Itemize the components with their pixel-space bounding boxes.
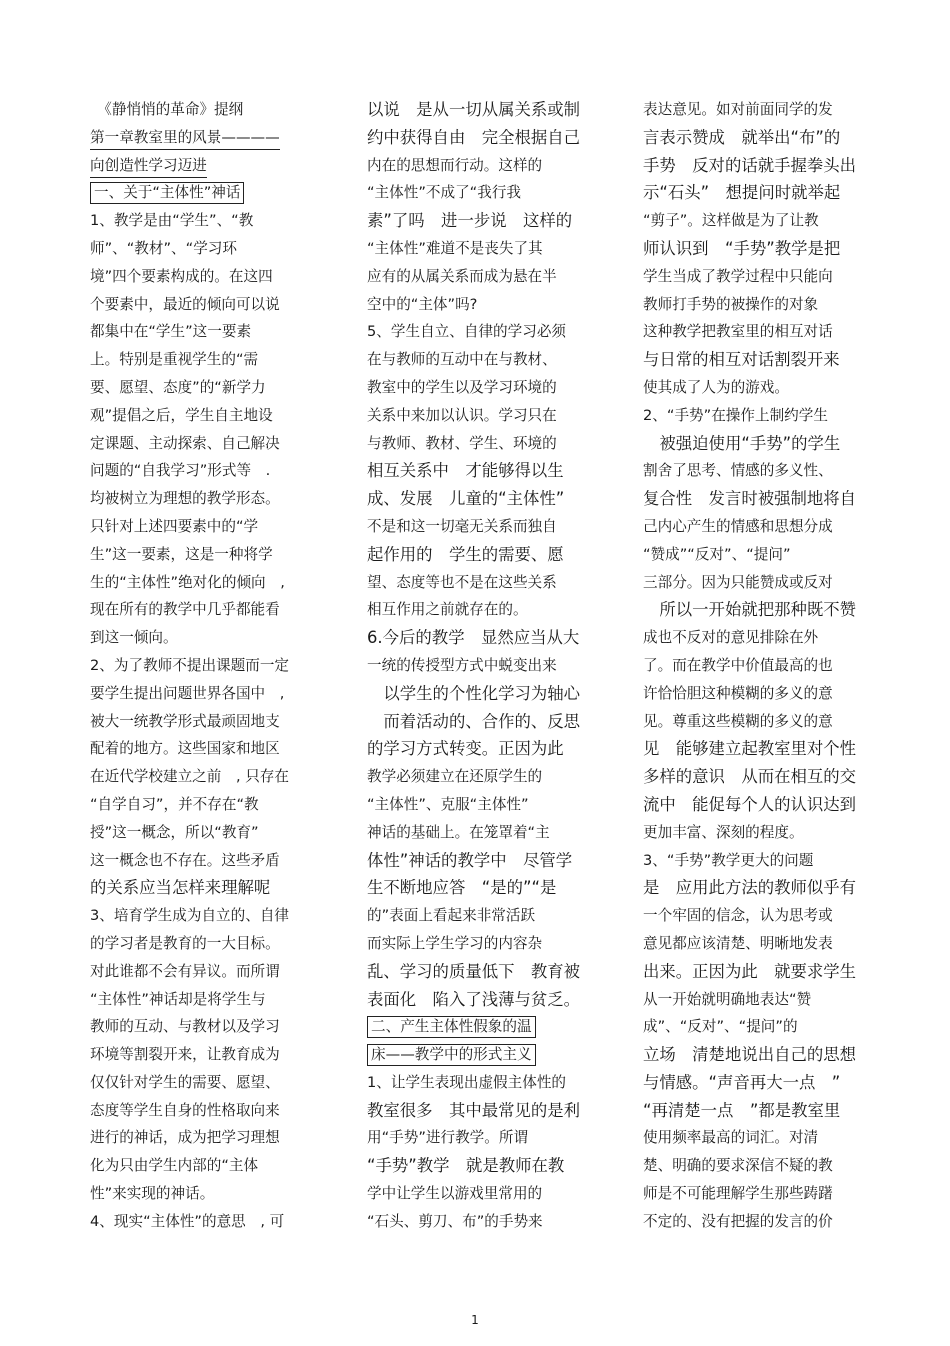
text-line-content: 关系中来加以认识。学习只在 (367, 406, 557, 424)
text-line-content: 师认识到 “手势”教学是把 (643, 238, 841, 258)
text-line-content: 约中获得自由 完全根据自己 (367, 127, 581, 147)
text-line (643, 1041, 865, 1069)
text-line-content: “主体性”难道不是丧失了其 (367, 239, 543, 257)
text-line-content: 更加丰富、深刻的程度。 (643, 823, 804, 841)
text-line (643, 1097, 865, 1125)
text-line-content: 见。尊重这些模糊的多义的意 (643, 712, 833, 730)
text-line-content: 许恰恰胆这种模糊的多义的意 (643, 684, 833, 702)
text-line-content: 而实际上学生学习的内容杂 (367, 934, 543, 952)
text-line (643, 124, 865, 152)
text-line-content: 一统的传授型方式中蜕变出来 (367, 656, 557, 674)
text-line-content: 教师的互动、与教材以及学习 (90, 1018, 280, 1036)
text-line-content: 内在的思想而行动。这样的 (367, 156, 543, 174)
text-line (90, 874, 322, 902)
text-line-content: “自学自习”，并不存在“教 (90, 795, 259, 813)
text-line (643, 541, 865, 569)
text-line (367, 569, 589, 597)
text-line (367, 735, 589, 763)
text-line (90, 235, 322, 263)
text-line (367, 1152, 589, 1180)
text-line (367, 430, 589, 458)
text-line-content: 是 应用此方法的教师似乎有 (643, 878, 857, 898)
text-line (367, 374, 589, 402)
text-line-content: 3、“手势”教学更大的问题 (643, 851, 814, 869)
text-line (90, 680, 322, 708)
text-line (90, 207, 322, 235)
text-line-content: 生”这一要素，这是一种将学 (90, 545, 273, 563)
text-line-content: 流中 能促每个人的认识达到 (643, 794, 857, 814)
text-line (367, 1069, 589, 1097)
text-line (367, 207, 589, 235)
text-line (367, 791, 589, 819)
text-line (367, 1124, 589, 1152)
text-line-content: 的学习方式转变。正因为此 (367, 739, 564, 759)
text-line (367, 179, 589, 207)
text-line (90, 96, 322, 124)
text-line-content: 素”了吗 进一步说 这样的 (367, 211, 573, 231)
text-line (90, 624, 322, 652)
text-line-content: 到这一倾向。 (90, 629, 178, 647)
text-line-content: 见 能够建立起教室里对个性 (643, 739, 857, 759)
text-line (367, 235, 589, 263)
text-line-content: 要、愿望、态度”的“新学力 (90, 378, 266, 396)
text-line-content: 出来。正因为此 就要求学生 (643, 961, 857, 981)
text-line-content: 现在所有的教学中几乎都能看 (90, 601, 280, 619)
text-line-content: “手势”教学 就是教师在教 (367, 1156, 565, 1176)
text-line (90, 569, 322, 597)
text-line-content: 都集中在“学生”这一要素 (90, 323, 252, 341)
text-line (90, 819, 322, 847)
text-line-content: 的关系应当怎样来理解呢 (90, 878, 271, 898)
text-line-content: 生不断地应答 “是的”“是 (367, 878, 557, 898)
text-line-content: 与日常的相互对话割裂开来 (643, 350, 840, 370)
text-line (643, 958, 865, 986)
text-line (643, 1180, 865, 1208)
text-line-content: 5、学生自立、自律的学习必须 (367, 323, 567, 341)
text-line-content: 从一开始就明确地表达“赞 (643, 990, 812, 1008)
text-line (90, 847, 322, 875)
text-line-content: 性”来实现的神话。 (90, 1185, 215, 1203)
text-line-content: “主体性”神话却是将学生与 (90, 990, 266, 1008)
text-line (90, 1097, 322, 1125)
text-line-content: 2、“手势”在操作上制约学生 (643, 406, 828, 424)
text-line (367, 1180, 589, 1208)
text-line-content: 一个牢固的信念，认为思考或 (643, 907, 833, 925)
text-line-content: 学中让学生以游戏里常用的 (367, 1185, 543, 1203)
text-line-content: 在与教师的互动中在与教材、 (367, 351, 557, 369)
text-line (643, 902, 865, 930)
text-line (643, 986, 865, 1014)
text-line (643, 402, 865, 430)
text-line-content: 而着活动的、合作的、反思 (367, 711, 581, 731)
text-line-content: 成也不反对的意见排除在外 (643, 629, 819, 647)
text-line-content: 上。特别是重视学生的“需 (90, 351, 259, 369)
text-line-content: 均被树立为理想的教学形态。 (90, 490, 280, 508)
text-line-content: 以学生的个性化学习为轴心 (367, 683, 581, 703)
text-line (90, 457, 322, 485)
text-line (90, 791, 322, 819)
text-line (367, 708, 589, 736)
text-line (90, 1041, 322, 1069)
text-line (643, 930, 865, 958)
text-line (643, 235, 865, 263)
text-line-content: 第一章教室里的风景———— (90, 127, 280, 150)
text-line (90, 763, 322, 791)
text-line-content: 师”、“教材”、“学习环 (90, 239, 237, 257)
text-line-content: 手势 反对的话就手握拳头出 (643, 155, 857, 175)
text-line (643, 179, 865, 207)
text-line-content: 教学必须建立在还原学生的 (367, 768, 543, 786)
text-line (90, 958, 322, 986)
text-line (90, 402, 322, 430)
text-line-content: 观”提倡之后，学生自主地设 (90, 406, 273, 424)
text-line (367, 624, 589, 652)
text-line (367, 1041, 589, 1069)
text-line (90, 430, 322, 458)
text-line (367, 485, 589, 513)
text-line (643, 318, 865, 346)
text-line-content: 教室中的学生以及学习环境的 (367, 378, 557, 396)
text-line-content: 多样的意识 从而在相互的交 (643, 767, 857, 787)
text-line (90, 513, 322, 541)
text-line (367, 596, 589, 624)
text-line-content: 三部分。因为只能赞成或反对 (643, 573, 833, 591)
text-line (90, 152, 322, 180)
text-line-content: 意见都应该清楚、明晰地发表 (643, 934, 833, 952)
text-line (90, 485, 322, 513)
text-line-content: 己内心产生的情感和思想分成 (643, 517, 833, 535)
text-line-content: “石头、剪刀、布”的手势来 (367, 1212, 543, 1230)
text-line-content: 4、现实“主体性”的意思 , 可 (90, 1212, 285, 1230)
text-line-content: 了。而在教学中价值最高的也 (643, 656, 833, 674)
text-line-content: 以说 是从一切从属关系或制 (367, 100, 581, 119)
text-line (643, 346, 865, 374)
text-line-content: 的学习者是教育的一大目标。 (90, 934, 280, 952)
text-line (90, 1180, 322, 1208)
text-line-content: 一、关于“主体性”神话 (90, 182, 244, 204)
page-number: 1 (471, 1313, 479, 1327)
text-line (643, 708, 865, 736)
text-line (90, 263, 322, 291)
text-line-content: “再清楚一点 ”都是教室里 (643, 1100, 841, 1120)
text-line (643, 569, 865, 597)
text-line-content: 配着的地方。这些国家和地区 (90, 740, 280, 758)
text-line-content: 所以一开始就把那种既不赞 (643, 600, 857, 620)
text-line (90, 652, 322, 680)
text-line-content: 教师打手势的被操作的对象 (643, 295, 819, 313)
text-line-content: 境”四个要素构成的。在这四 (90, 267, 273, 285)
text-line-content: 复合性 发言时被强制地将自 (643, 489, 857, 509)
text-line (90, 902, 322, 930)
text-line (90, 1069, 322, 1097)
text-line-content: 被大一统教学形式最顽固地支 (90, 712, 280, 730)
text-line-content: 楚、明确的要求深信不疑的教 (643, 1157, 833, 1175)
text-line (643, 430, 865, 458)
text-line (643, 1152, 865, 1180)
text-line-content: 态度等学生自身的性格取向来 (90, 1101, 280, 1119)
text-line (367, 986, 589, 1014)
text-line-content: 向创造性学习迈进 (90, 155, 207, 178)
text-line (643, 652, 865, 680)
text-line (643, 1124, 865, 1152)
text-line-content: 起作用的 学生的需要、愿 (367, 544, 564, 564)
text-line-content: 2、为了教师不提出课题而一定 (90, 656, 290, 674)
text-line-content: 被强迫使用“手势”的学生 (643, 433, 841, 453)
text-line-content: 用“手势”进行教学。所谓 (367, 1129, 529, 1147)
text-line (643, 1013, 865, 1041)
text-line-content: 教室很多 其中最常见的是利 (367, 1100, 581, 1120)
text-column-1 (90, 96, 322, 1236)
text-line-content: 割舍了思考、情感的多义性、 (643, 462, 833, 480)
text-line (367, 1013, 589, 1041)
text-line (367, 263, 589, 291)
text-line (90, 930, 322, 958)
text-line (90, 124, 322, 152)
text-line (367, 346, 589, 374)
text-line (90, 708, 322, 736)
text-line-content: 的”表面上看起来非常活跃 (367, 907, 536, 925)
text-line (643, 207, 865, 235)
text-line (643, 847, 865, 875)
text-line (367, 291, 589, 319)
text-line (367, 958, 589, 986)
text-line (367, 457, 589, 485)
text-line-content: 仅仅针对学生的需要、愿望、 (90, 1073, 280, 1091)
text-line (90, 374, 322, 402)
text-line-content: 成”、“反对”、“提问”的 (643, 1018, 798, 1036)
text-line (90, 1208, 322, 1236)
text-line (643, 457, 865, 485)
text-line-content: 示“石头” 想提问时就举起 (643, 183, 841, 203)
text-line-content: 生的“主体性”绝对化的倾向 , (90, 573, 285, 591)
text-line-content: 应有的从属关系而成为悬在半 (367, 267, 557, 285)
text-line (643, 680, 865, 708)
text-line (367, 402, 589, 430)
text-line (90, 735, 322, 763)
text-line-content: 环境等割裂开来，让教育成为 (90, 1046, 280, 1064)
text-line-content: 体性”神话的教学中 尽管学 (367, 850, 573, 870)
text-line-content: 床——教学中的形式主义 (367, 1044, 536, 1066)
text-line (367, 318, 589, 346)
text-line-content: 不是和这一切毫无关系而独自 (367, 517, 557, 535)
text-line (367, 124, 589, 152)
text-line-content: 授”这一概念，所以“教育” (90, 823, 259, 841)
text-line (367, 930, 589, 958)
text-line (643, 624, 865, 652)
text-line-content: 使其成了人为的游戏。 (643, 378, 789, 396)
text-line-content: 望、态度等也不是在这些关系 (367, 573, 557, 591)
text-line (643, 791, 865, 819)
text-line-content: 不定的、没有把握的发言的价 (643, 1212, 833, 1230)
text-line (367, 1097, 589, 1125)
text-line-content: 使用频率最高的词汇。对清 (643, 1129, 819, 1147)
text-line-content: 神话的基础上。在笼罩着“主 (367, 823, 550, 841)
text-line (643, 1208, 865, 1236)
text-line (643, 485, 865, 513)
text-line-content: 学生当成了教学过程中只能向 (643, 267, 833, 285)
text-line-content: 空中的“主体”吗? (367, 295, 478, 313)
text-line-content: 要学生提出问题世界各国中 , (90, 684, 285, 702)
text-line-content: 只针对上述四要素中的“学 (90, 517, 259, 535)
text-line-content: 表面化 陷入了浅薄与贫乏。 (367, 989, 581, 1009)
text-line (367, 763, 589, 791)
text-line (90, 318, 322, 346)
text-line (367, 513, 589, 541)
text-line-content: 相互作用之前就存在的。 (367, 601, 528, 619)
text-line-content: 这一概念也不存在。这些矛盾 (90, 851, 280, 869)
text-line-content: 进行的神话，成为把学习理想 (90, 1129, 280, 1147)
text-line-content: 6.今后的教学 显然应当从大 (367, 628, 580, 648)
text-line-content: 师是不可能理解学生那些踌躇 (643, 1185, 833, 1203)
text-column-2 (367, 96, 589, 1236)
text-line (90, 179, 322, 207)
text-line-content: 定课题、主动探索、自己解决 (90, 434, 280, 452)
text-line (367, 96, 589, 124)
text-line (367, 652, 589, 680)
text-line-content: 乱、学习的质量低下 教育被 (367, 961, 581, 981)
text-line-content: 表达意见。如对前面同学的发 (643, 101, 833, 118)
text-line (367, 902, 589, 930)
text-line (90, 291, 322, 319)
text-line (643, 819, 865, 847)
text-line (643, 596, 865, 624)
text-line (367, 847, 589, 875)
text-line-content: 化为只由学生内部的“主体 (90, 1157, 259, 1175)
text-line (90, 346, 322, 374)
text-line (643, 1069, 865, 1097)
text-line-content: 对此谁都不会有异议。而所谓 (90, 962, 280, 980)
text-line (643, 96, 865, 124)
text-line (367, 819, 589, 847)
text-line (367, 680, 589, 708)
text-line-content: 《静悄悄的革命》提纲 (90, 101, 244, 118)
text-line-content: 这种教学把教室里的相互对话 (643, 323, 833, 341)
text-line (367, 874, 589, 902)
text-line (90, 1013, 322, 1041)
text-line-content: 二、产生主体性假象的温 (367, 1016, 536, 1038)
text-line (643, 291, 865, 319)
text-line-content: “赞成”“反对”、“提问” (643, 545, 791, 563)
text-line (643, 735, 865, 763)
text-line-content: 问题的“自我学习”形式等 . (90, 462, 271, 480)
text-line-content: 相互关系中 才能够得以生 (367, 461, 564, 481)
text-line (643, 763, 865, 791)
text-line-content: 立场 清楚地说出自己的思想 (643, 1045, 857, 1065)
text-line (643, 152, 865, 180)
text-line-content: “主体性”、克服“主体性” (367, 795, 529, 813)
text-line (643, 374, 865, 402)
text-line-content: 个要素中，最近的倾向可以说 (90, 295, 280, 313)
text-line (90, 1124, 322, 1152)
text-line-content: 言表示赞成 就举出“布”的 (643, 127, 841, 147)
text-line-content: 在近代学校建立之前 , 只存在 (90, 768, 289, 786)
text-line (367, 541, 589, 569)
text-line (643, 513, 865, 541)
text-line-content: 与教师、教材、学生、环境的 (367, 434, 557, 452)
text-line-content: 3、培育学生成为自立的、自律 (90, 907, 290, 925)
text-line-content: 1、教学是由“学生”、“教 (90, 212, 254, 230)
text-line (90, 986, 322, 1014)
text-line (643, 263, 865, 291)
text-line (367, 1208, 589, 1236)
text-line-content: “剪子”。这样做是为了让教 (643, 212, 819, 230)
text-line (367, 152, 589, 180)
text-column-3 (643, 96, 865, 1236)
text-line (643, 874, 865, 902)
text-line-content: 与情感。“声音再大一点 ” (643, 1072, 841, 1092)
text-line-content: 成、发展 儿童的“主体性” (367, 489, 565, 509)
text-line (90, 1152, 322, 1180)
text-line-content: “主体性”不成了“我行我 (367, 184, 522, 202)
text-line (90, 541, 322, 569)
text-line-content: 1、让学生表现出虚假主体性的 (367, 1073, 567, 1091)
text-line (90, 596, 322, 624)
